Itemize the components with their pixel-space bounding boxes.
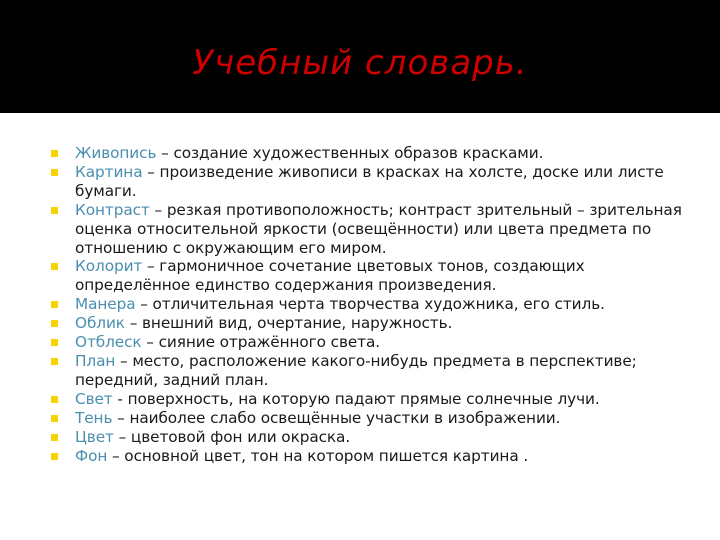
glossary-definition: – наиболее слабо освещённые участки в изображении. bbox=[112, 408, 561, 427]
glossary-definition: – место, расположение какого-нибудь предмета в перспективе; передний, задний план. bbox=[75, 351, 637, 389]
bullet-icon bbox=[51, 169, 58, 176]
bullet-icon bbox=[51, 358, 58, 365]
slide-title: Учебный словарь. bbox=[192, 43, 528, 83]
glossary-term: Колорит bbox=[75, 257, 143, 276]
glossary-definition: – резкая противоположность; контраст зрительный – зрительная оценка относительной яркости (освещённости) или цвета предмета по отношению с окружающим его миром. bbox=[75, 200, 682, 257]
glossary-term: Отблеск bbox=[75, 333, 142, 352]
glossary-item bbox=[51, 352, 701, 390]
glossary-term: Тень bbox=[75, 408, 113, 427]
glossary-definition: - поверхность, на которую падают прямые солнечные лучи. bbox=[112, 389, 600, 408]
glossary-item bbox=[51, 390, 701, 409]
glossary-term: Живопись bbox=[75, 144, 157, 162]
bullet-icon bbox=[51, 320, 58, 327]
glossary-definition: – основной цвет, тон на котором пишется картина . bbox=[107, 446, 529, 465]
glossary-term: Облик bbox=[75, 314, 125, 333]
glossary-item bbox=[51, 201, 701, 258]
bullet-icon bbox=[51, 339, 58, 346]
bullet-icon bbox=[51, 453, 58, 460]
bullet-icon bbox=[51, 207, 58, 214]
glossary-term: Свет bbox=[75, 389, 113, 408]
glossary-term: Цвет bbox=[75, 427, 114, 446]
glossary-definition: – создание художественных образов красками. bbox=[156, 144, 544, 162]
glossary-item bbox=[51, 447, 701, 466]
bullet-icon bbox=[51, 301, 58, 308]
bullet-icon bbox=[51, 434, 58, 441]
glossary-definition: – гармоничное сочетание цветовых тонов, создающих определённое единство содержания произведения. bbox=[75, 257, 585, 295]
glossary-item bbox=[51, 295, 701, 314]
bullet-icon bbox=[51, 150, 58, 157]
bullet-icon bbox=[51, 396, 58, 403]
glossary-item bbox=[51, 333, 701, 352]
glossary-definition: – внешний вид, очертание, наружность. bbox=[124, 314, 453, 333]
glossary-item bbox=[51, 163, 701, 201]
glossary-term: План bbox=[75, 351, 116, 370]
glossary-item bbox=[51, 428, 701, 447]
glossary-item bbox=[51, 409, 701, 428]
glossary-definition: – цветовой фон или окраска. bbox=[113, 427, 351, 446]
glossary-term: Картина bbox=[75, 162, 143, 181]
glossary-term: Манера bbox=[75, 295, 136, 314]
bullet-icon bbox=[51, 415, 58, 422]
glossary-item bbox=[51, 314, 701, 333]
bullet-icon bbox=[51, 263, 58, 270]
glossary-definition: – сияние отражённого света. bbox=[141, 333, 381, 352]
glossary-term: Фон bbox=[75, 446, 108, 465]
glossary-item bbox=[51, 257, 701, 295]
glossary-term: Контраст bbox=[75, 200, 150, 219]
glossary-definition: – произведение живописи в красках на холсте, доске или листе бумаги. bbox=[75, 162, 664, 200]
glossary-item bbox=[51, 144, 701, 163]
glossary-definition: – отличительная черта творчества художника, его стиль. bbox=[135, 295, 605, 314]
glossary-list bbox=[51, 144, 701, 465]
